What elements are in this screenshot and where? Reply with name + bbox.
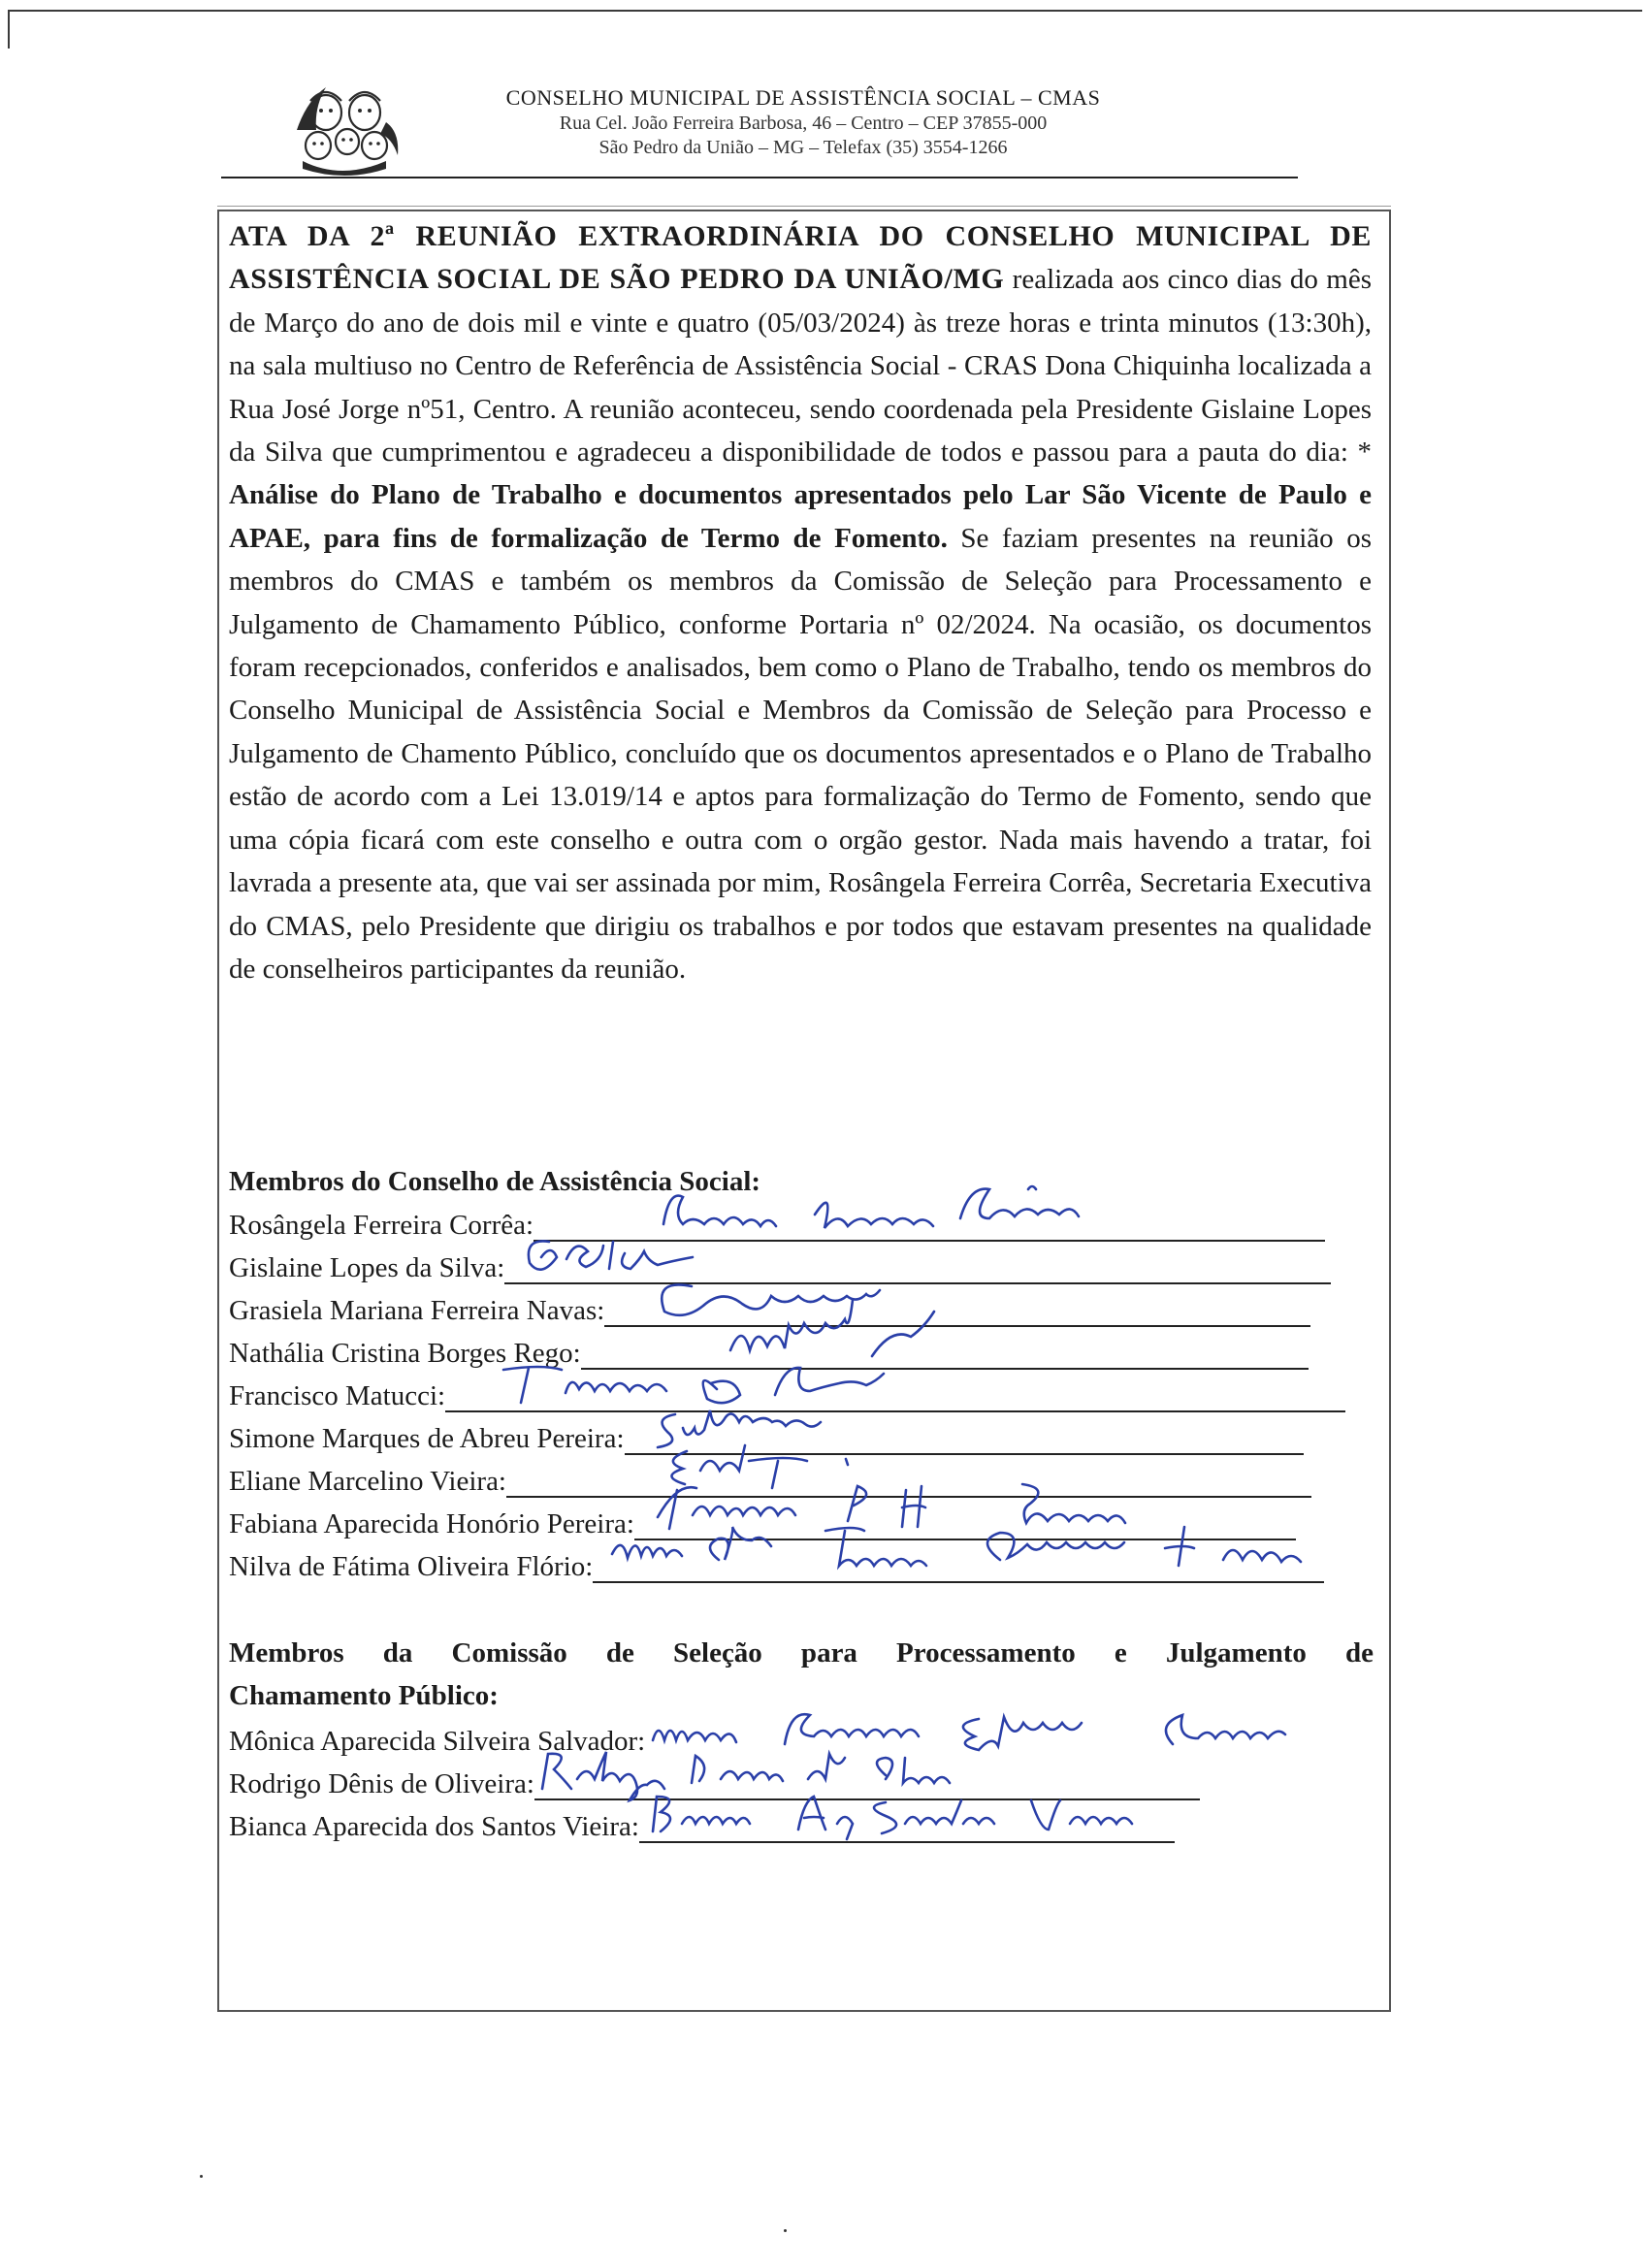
minutes-body bbox=[229, 215, 1372, 990]
member-name: Nilva de Fátima Oliveira Flório: bbox=[229, 1551, 594, 1582]
signature-row-rosangela bbox=[229, 1207, 1325, 1242]
member-name: Francisco Matucci: bbox=[229, 1380, 446, 1411]
minutes-agenda: Análise do Plano de Trabalho e documentos apresentados pelo Lar São Vicente de Paulo e APAE, para fins de formalização de Termo de Fomento. bbox=[229, 479, 1372, 554]
cmas-logo-icon bbox=[289, 83, 405, 177]
member-name: Rosângela Ferreira Corrêa: bbox=[229, 1210, 534, 1241]
signature-rosangela bbox=[660, 1185, 1125, 1244]
frame-top-rule bbox=[217, 206, 1391, 207]
signature-row-nilva bbox=[229, 1548, 1324, 1583]
member-name: Eliane Marcelino Vieira: bbox=[229, 1466, 506, 1497]
member-name: Mônica Aparecida Silveira Salvador: bbox=[229, 1726, 646, 1757]
signature-nilva bbox=[602, 1521, 1340, 1581]
signature-line bbox=[639, 1820, 1175, 1843]
scan-edge-left bbox=[8, 10, 10, 49]
letterhead-title: CONSELHO MUNICIPAL DE ASSISTÊNCIA SOCIAL – CMAS bbox=[505, 85, 1101, 110]
signature-row-bianca bbox=[229, 1808, 1175, 1843]
letterhead-address: Rua Cel. João Ferreira Barbosa, 46 – Centro – CEP 37855-000 bbox=[559, 113, 1048, 134]
minutes-heading: ATA DA 2ª REUNIÃO EXTRAORDINÁRIA DO CONSELHO MUNICIPAL DE ASSISTÊNCIA SOCIAL DE SÃO PEDRO DA UNIÃO/MG bbox=[229, 220, 1372, 296]
scan-speck bbox=[200, 2175, 203, 2178]
member-name: Fabiana Aparecida Honório Pereira: bbox=[229, 1508, 634, 1539]
signature-line bbox=[445, 1389, 1345, 1412]
member-name: Simone Marques de Abreu Pereira: bbox=[229, 1423, 625, 1454]
scan-edge-top bbox=[8, 10, 1642, 12]
member-name: Grasiela Mariana Ferreira Navas: bbox=[229, 1295, 605, 1326]
commission-title-line-1: Membros da Comissão de Seleção para Processamento e Julgamento de bbox=[229, 1637, 1374, 1669]
signature-line bbox=[593, 1560, 1324, 1583]
letterhead-city-phone: São Pedro da União – MG – Telefax (35) 3554-1266 bbox=[598, 137, 1008, 158]
signature-line bbox=[504, 1261, 1331, 1284]
minutes-text-1: realizada aos cinco dias do mês de Março do ano de dois mil e vinte e quatro (05/03/2024) às treze horas e trinta minutos (13:30h), na sala multiuso no Centro de Referência de Assistência Social - CRAS Dona Chiquinha localizada a Rua José Jorge nº51, Centro. A reunião aconteceu, sendo coordenada pela Presidente Gislaine Lopes da Silva que cumprimentou e agradeceu a disponibilidade de todos e passou para a pauta do dia: * bbox=[229, 264, 1373, 469]
commission-section-title bbox=[229, 1632, 1374, 1717]
signature-bianca bbox=[643, 1791, 1186, 1843]
member-name: Nathália Cristina Borges Rego: bbox=[229, 1338, 581, 1369]
scan-speck bbox=[784, 2229, 787, 2232]
letterhead-text bbox=[415, 85, 1191, 159]
letterhead-rule bbox=[221, 177, 1298, 178]
member-name: Rodrigo Dênis de Oliveira: bbox=[229, 1768, 534, 1799]
minutes-text-2: Se faziam presentes na reunião os membros do CMAS e também os membros da Comissão de Seleção para Processamento e Julgamento de Chamamento Público, conforme Portaria nº 02/2024. Na ocasião, os documentos foram recepcionados, conferidos e analisados, bem como o Plano de Trabalho, tendo os membros do Conselho Municipal de Assistência Social e Membros da Comissão de Seleção para Processo e Julgamento de Chamento Público, concluído que os documentos apresentados e o Plano de Trabalho estão de acordo com a Lei 13.019/14 e aptos para formalização do Termo de Fomento, sendo que uma cópia ficará com este conselho e outra com o orgão gestor. Nada mais havendo a tratar, foi lavrada a presente ata, que vai ser assinada por mim, Rosângela Ferreira Corrêa, Secretaria Executiva do CMAS, pelo Presidente que dirigiu os trabalhos e por todos que estavam presentes na qualidade de conselheiros participantes da reunião. bbox=[229, 522, 1372, 985]
member-name: Gislaine Lopes da Silva: bbox=[229, 1252, 505, 1283]
member-name: Bianca Aparecida dos Santos Vieira: bbox=[229, 1811, 639, 1842]
commission-title-line-2: Chamamento Público: bbox=[229, 1680, 499, 1711]
council-section-title: Membros do Conselho de Assistência Social: bbox=[229, 1166, 761, 1197]
letterhead bbox=[221, 83, 1298, 177]
